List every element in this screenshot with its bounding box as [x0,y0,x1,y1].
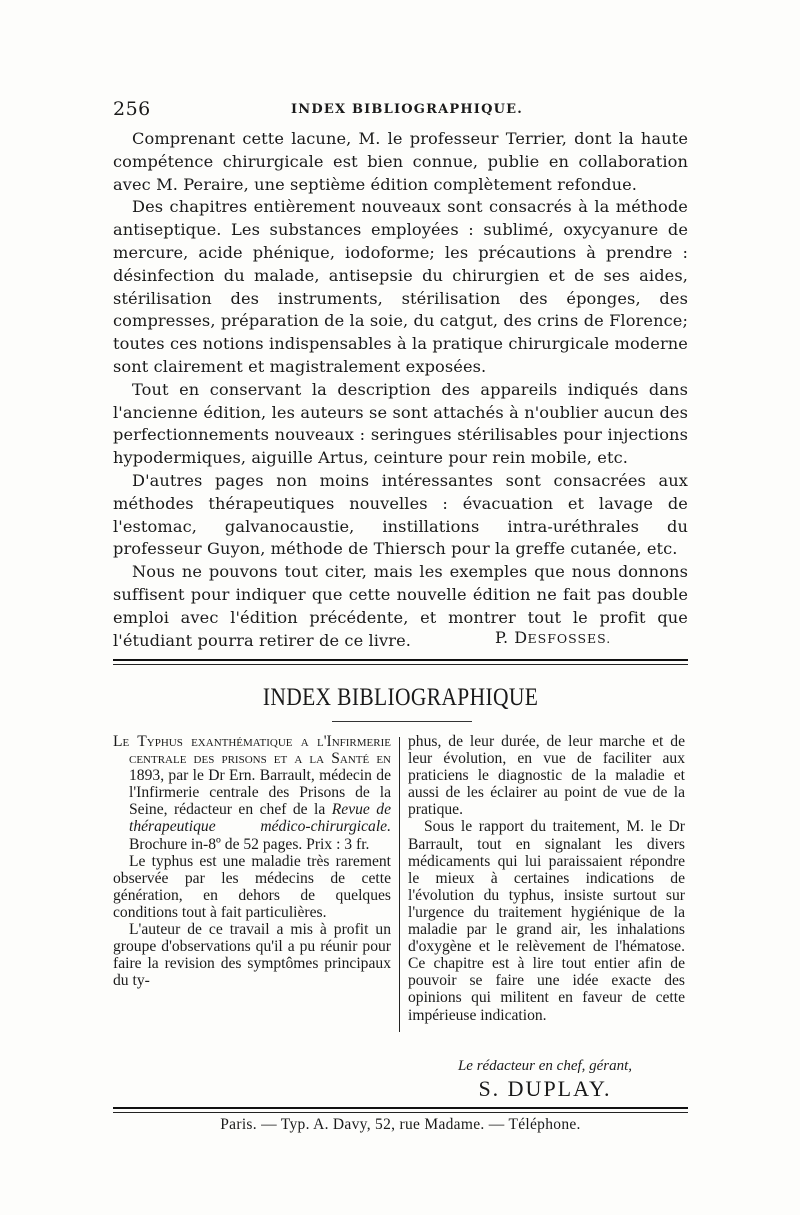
bibliography-entry [113,733,391,853]
right-column [408,733,685,1024]
review-paragraph: Des chapitres entièrement nouveaux sont consacrés à la méthode antiseptique. Les substances employées : sublimé, oxycyanure de mercure, acide phénique, iodoforme; les précautions à prendre : désinfection du malade, antisepsie du chirurgien et de ses aides, stérilisation des instruments, stérilisation des éponges, des compresses, préparation de la soie, du catgut, des crins de Florence; toutes ces notions indispensables à la pratique chirurgicale moderne sont clairement et magistralement exposées. [113,197,688,376]
printer-imprint: Paris. — Typ. A. Davy, 52, rue Madame. — Téléphone. [220,1116,581,1133]
page-header [113,98,688,122]
running-head: INDEX BIBLIOGRAPHIQUE. [291,102,523,117]
review-paragraph: Nous ne pouvons tout citer, mais les exemples que nous donnons suffisent pour indiquer que cette nouvelle édition ne fait pas double emploi avec l'édition précédente, et montrer tout le profit que l'étudiant pourra retirer de ce livre. [113,562,688,650]
review-paragraph: D'autres pages non moins intéressantes sont consacrées aux méthodes thérapeutiques nouvelles : évacuation et lavage de l'estomac, galvanocaustie, instillations intra-uréthrales du professeur Guyon, méthode de Thiersch pour la greffe cutanée, etc. [113,470,688,559]
footer-rule-top [113,1107,688,1109]
title-underline [332,721,472,722]
section-rule-bottom [113,664,688,665]
editor-name: S. DUPLAY. [478,1076,612,1101]
column-divider [399,737,400,1032]
page-number: 256 [113,98,151,120]
entry-paragraph: Sous le rapport du traitement, M. le Dr Barrault, tout en signalant les divers médicaments qui lui paraissaient répondre le mieux à certaines indications de l'évolution du typhus, insiste surtout sur l'urgence du traitement hygiénique de la maladie par le grand air, les inhalations d'oxygène et le relèvement de l'hématose. Ce chapitre est à lire tout entier afin de pouvoir se faire une idée exacte des opinions qui militent en faveur de cette impérieuse indication. [408,818,685,1024]
review-paragraph: Tout en conservant la description des appareils indiqués dans l'ancienne édition, les auteurs se sont attachés à n'oublier aucun des perfectionnements nouveaux : seringues stérilisables pour injections hypodermiques, aiguille Artus, ceinture pour rein mobile, etc. [113,379,688,468]
section-rule-top [113,659,688,661]
entry-paragraph: Le typhus est une maladie très rarement observée par les médecins de cette génération, en dehors de quelques conditions tout à fait particulières. [113,852,391,921]
entry-details: Brochure in-8º de 52 pages. Prix : 3 fr. [129,835,370,853]
footer-rule-bottom [113,1112,688,1113]
entry-journal: Revue de thérapeutique médico-chirurgicale. [129,801,392,836]
book-review [113,128,688,652]
review-paragraph: Comprenant cette lacune, M. le professeur Terrier, dont la haute compétence chirurgicale est bien connue, publie en collaboration avec M. Peraire, une septième édition complètement refondue. [113,129,688,194]
section-title: INDEX BIBLIOGRAPHIQUE [262,684,539,711]
editor-line: Le rédacteur en chef, gérant, [457,1058,633,1074]
reviewer-initial: P. D [495,628,528,647]
entry-author: par le Dr Ern. Barrault, médecin de l'Infirmerie centrale des Prisons de la Seine, rédacteur en chef de la [129,767,391,819]
entry-title: Le Typhus exanthématique a l'Infirmerie centrale des prisons et a la Santé en 1893, [113,733,391,785]
entry-paragraph: L'auteur de ce travail a mis à profit un groupe d'observations qu'il a pu réunir pour faire la revision des symptômes principaux du ty- [113,921,391,990]
entry-paragraph-continued: phus, de leur durée, de leur marche et de leur évolution, en vue de faciliter aux praticiens le diagnostic de la maladie et aussi de les éclairer au point de vue de la pratique. [408,733,685,819]
left-column [113,733,391,989]
reviewer-surname: ESFOSSES. [527,631,612,646]
reviewer-signature [495,628,611,647]
